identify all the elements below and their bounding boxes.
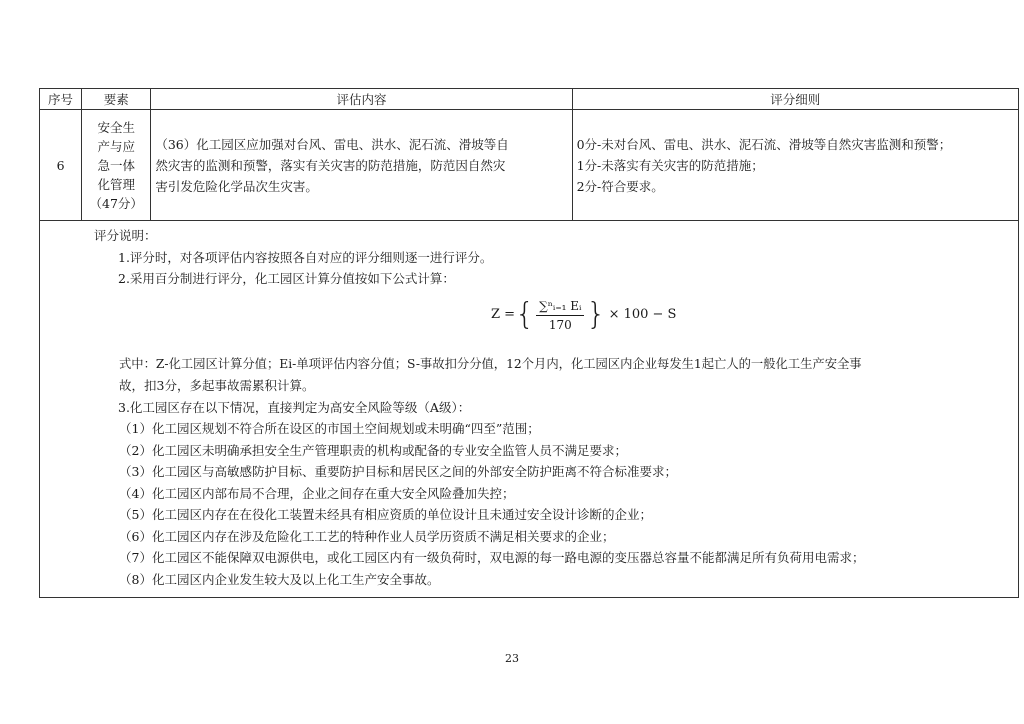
condition-item: （8）化工园区内企业发生较大及以上化工生产安全事故。 [119,571,440,587]
condition-item: （4）化工园区内部布局不合理，企业之间存在重大安全风险叠加失控； [119,485,515,501]
right-brace-icon: } [586,297,606,332]
assessment-table [39,88,1019,598]
table-row [40,110,1019,221]
content-line: 害引发危险化学品次生灾害。 [155,178,318,194]
condition-item: （5）化工园区内存在在役化工装置未经具有相应资质的单位设计且未通过安全设计诊断的企业； [119,507,652,522]
notes-item-1: 1.评分时，对各项评估内容按照各自对应的评分细则逐一进行评分。 [118,249,493,265]
notes-item-2: 2.采用百分制进行评分，化工园区计算分值按如下公式计算： [118,271,455,286]
notes-item-3: 3.化工园区存在以下情况，直接判定为高安全风险等级（A级）： [118,399,471,415]
rule-line: 0分-未对台风、雷电、洪水、泥石流、滑坡等自然灾害监测和预警； [576,136,952,152]
element-line: 化管理 [97,176,135,192]
element-line: 安全生 [97,119,135,135]
formula-explanation-line2: 故，扣3分，多起事故需累积计算。 [119,378,315,393]
header-content: 评估内容 [151,89,572,110]
formula-rhs: × 100 − S [608,307,677,323]
formula-block [40,290,1018,354]
page-number: 23 [505,652,519,665]
formula-explanation-line1: 式中：Z-化工园区计算分值；Ei-单项评估内容分值；S-事故扣分分值，12个月内，化工园区内企业每发生1起亡人的一般化工生产安全事 [119,356,862,371]
element-line: 急一体 [97,157,135,173]
rule-line: 2分-符合要求。 [576,178,664,194]
content-line: 然灾害的监测和预警，落实有关灾害的防范措施，防范因自然灾 [155,157,506,173]
condition-item: （3）化工园区与高敏感防护目标、重要防护目标和居民区之间的外部安全防护距离不符合标准要求； [119,464,677,479]
score-formula [491,298,676,333]
content-line: （36）化工园区应加强对台风、雷电、洪水、泥石流、滑坡等自 [155,136,509,152]
formula-numerator: ∑ⁿᵢ₌₁ Eᵢ [536,298,584,316]
formula-lhs: Z = [491,307,516,323]
condition-item: （6）化工园区内存在涉及危险化工工艺的特种作业人员学历资质不满足相关要求的企业； [119,528,615,544]
header-element: 要素 [82,89,151,110]
left-brace-icon: { [515,297,535,332]
element-line: （47分） [89,195,143,211]
element-line: 产与应 [97,138,135,154]
header-seq: 序号 [40,89,82,110]
notes-title: 评分说明： [94,228,157,243]
rule-line: 1分-未落实有关灾害的防范措施； [576,157,764,173]
formula-fraction [536,298,584,333]
condition-item: （2）化工园区未明确承担安全生产管理职责的机构或配备的专业安全监管人员不满足要求； [119,442,627,458]
header-rules: 评分细则 [572,89,1018,110]
notes-row [40,221,1019,598]
condition-item: （1）化工园区规划不符合所在设区的市国土空间规划或未明确“四至”范围； [119,421,540,436]
row-rules [572,110,1018,221]
condition-item: （7）化工园区不能保障双电源供电，或化工园区内有一级负荷时，双电源的每一路电源的变压器总容量不能都满足所有负荷用电需求； [119,550,865,565]
table-header-row [40,89,1019,110]
row-seq: 6 [40,110,82,221]
notes-cell [40,221,1019,598]
formula-denominator: 170 [548,317,572,332]
row-content [151,110,572,221]
row-element [82,110,151,221]
